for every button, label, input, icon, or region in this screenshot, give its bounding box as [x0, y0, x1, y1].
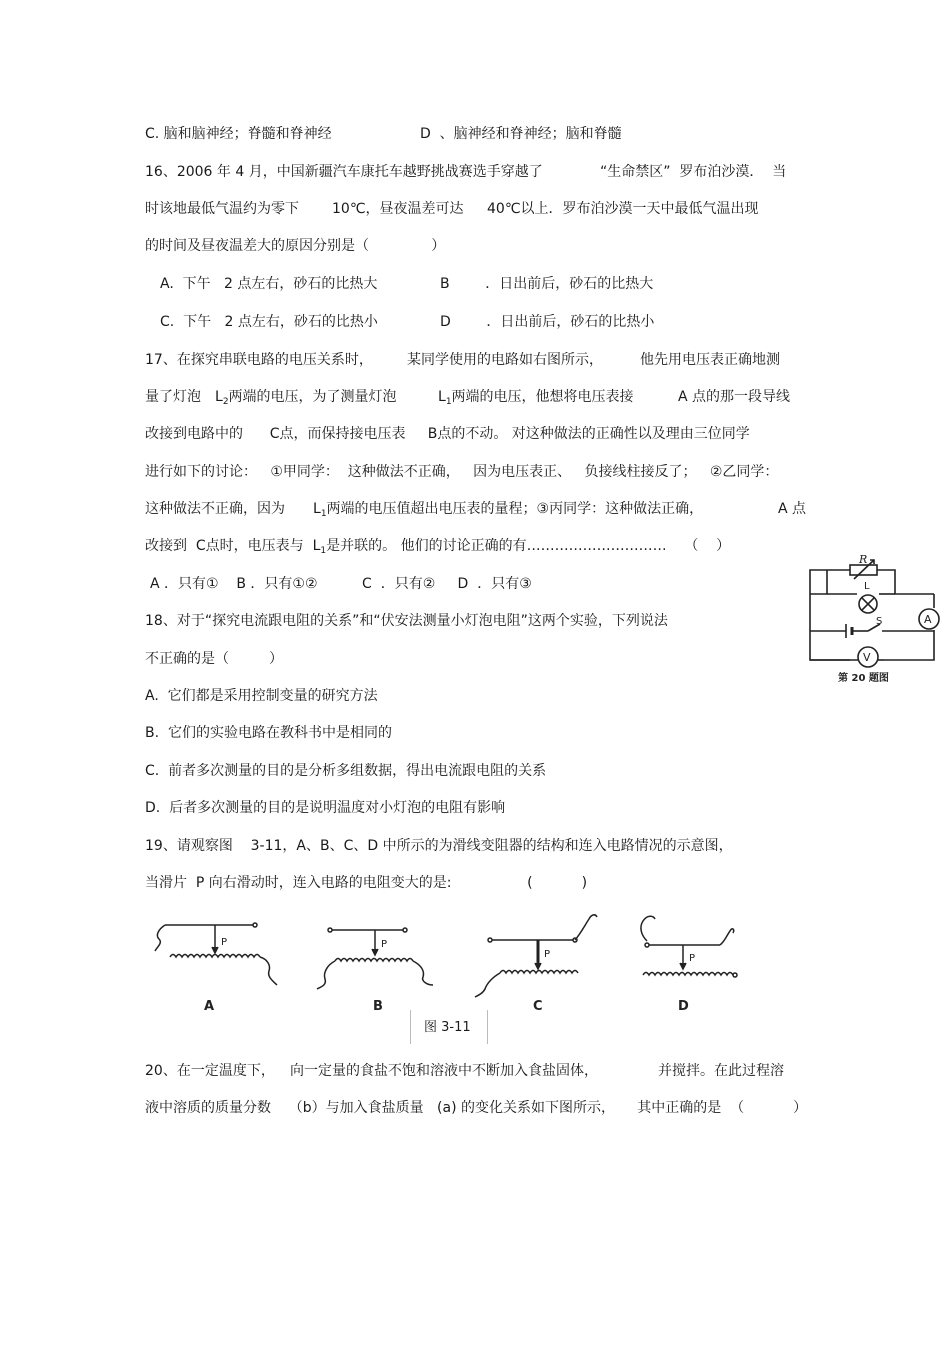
q16-line1b: “生命禁区” 罗布泊沙漠． 当 [600, 164, 787, 180]
q18-option-a: A. 它们都是采用控制变量的研究方法 [145, 688, 378, 704]
label-r: R [859, 553, 868, 566]
label-s: S [876, 616, 883, 627]
figure-label-d: D [678, 999, 689, 1014]
q17-line5c: A 点 [778, 501, 807, 517]
q18-option-d: D. 后者多次测量的目的是说明温度对小灯泡的电阻有影响 [145, 800, 506, 816]
q17-line1c: 他先用电压表正确地测 [640, 352, 780, 368]
q17-line2a: 量了灯泡 [145, 389, 201, 405]
q15-option-c: C. 脑和脑神经；脊髓和脊神经 [145, 126, 332, 142]
label-a: A [924, 613, 932, 626]
q17-line1b: 某同学使用的电路如右图所示， [407, 352, 603, 368]
figure-3-11-caption: 图 3-11 [424, 1020, 471, 1035]
q17-line4: 进行如下的讨论： ①甲同学： 这种做法不正确， 因为电压表正、 负接线柱接反了； ②乙同学： [145, 464, 779, 480]
figure-20-caption: 第 20 题图 [838, 673, 889, 684]
q17-line2c: $L_1$两端的电压，他想将电压表接 [438, 389, 634, 407]
q20-line1a: 20、在一定温度下， [145, 1063, 275, 1079]
slider-label-b: P [381, 939, 388, 950]
q17-line5a: 这种做法不正确，因为 [145, 501, 285, 517]
q16-line2c: 40℃以上．罗布泊沙漠一天中最低气温出现 [487, 201, 759, 217]
q18-line2: 不正确的是（ ） [145, 651, 284, 667]
figure-label-c: C [533, 999, 543, 1014]
figure-label-b: B [373, 999, 383, 1014]
q17-line1a: 17、在探究串联电路的电压关系时， [145, 352, 373, 368]
q17-line5b: $L_1$两端的电压值超出电压表的量程；③丙同学：这种做法正确， [313, 501, 704, 519]
q19-line1: 19、请观察图 3-11，A、B、C、D 中所示的为滑线变阻器的结构和连入电路情况的示意图， [145, 838, 733, 854]
label-l: L [864, 581, 870, 592]
q16-line1a: 16、2006 年 4 月，中国新疆汽车康托车越野挑战赛选手穿越了 [145, 164, 543, 180]
slider-label-d: P [689, 953, 696, 964]
q20-line2: 液中溶质的质量分数 （b）与加入食盐质量 (a) 的变化关系如下图所示， 其中正确的是 （ ） [145, 1100, 808, 1116]
q19-line2: 当滑片 P 向右滑动时，连入电路的电阻变大的是: ( ) [145, 875, 588, 891]
q16-line2a: 时该地最低气温约为零下 [145, 201, 299, 217]
figure-label-a: A [204, 999, 215, 1014]
circuit-diagram [802, 552, 944, 686]
label-v: V [863, 651, 871, 664]
slider-label-a: P [221, 937, 228, 948]
q18-option-b: B. 它们的实验电路在教科书中是相同的 [145, 725, 392, 741]
slider-label-c: P [544, 949, 551, 960]
q18-line1: 18、对于“探究电流跟电阻的关系”和“伏安法测量小灯泡电阻”这两个实验，下列说法 [145, 613, 668, 629]
q17-options: A ．只有① B ．只有①② C ．只有② D ．只有③ [150, 576, 532, 592]
q16-line3: 的时间及昼夜温差大的原因分别是（ ） [145, 238, 446, 254]
q16-line2b: 10℃，昼夜温差可达 [332, 201, 464, 217]
rheostat-figure [145, 905, 615, 1020]
q16-option-b: B ．日出前后，砂石的比热大 [440, 276, 654, 292]
q17-line2d: A 点的那一段导线 [678, 389, 791, 405]
q16-option-d: D ．日出前后，砂石的比热小 [440, 314, 655, 330]
rheostat-d [625, 905, 750, 1020]
q16-option-c: C. 下午 2 点左右，砂石的比热小 [160, 314, 378, 330]
q17-line3: 改接到电路中的 C点，而保持接电压表 B点的不动。 对这种做法的正确性以及理由三位同学 [145, 426, 750, 442]
q16-option-a: A. 下午 2 点左右，砂石的比热大 [160, 276, 378, 292]
q17-line2b: $L_2$两端的电压，为了测量灯泡 [215, 389, 397, 407]
q20-line1b: 向一定量的食盐不饱和溶液中不断加入食盐固体， [290, 1063, 598, 1079]
q15-option-d: D 、脑神经和脊神经；脑和脊髓 [420, 126, 622, 142]
q20-line1c: 并搅拌。在此过程溶 [658, 1063, 784, 1079]
q18-option-c: C. 前者多次测量的目的是分析多组数据，得出电流跟电阻的关系 [145, 763, 547, 779]
q17-line6: 改接到 C点时，电压表与 $L_1$是并联的。 他们的讨论正确的有………………………… （ ） [145, 538, 731, 556]
